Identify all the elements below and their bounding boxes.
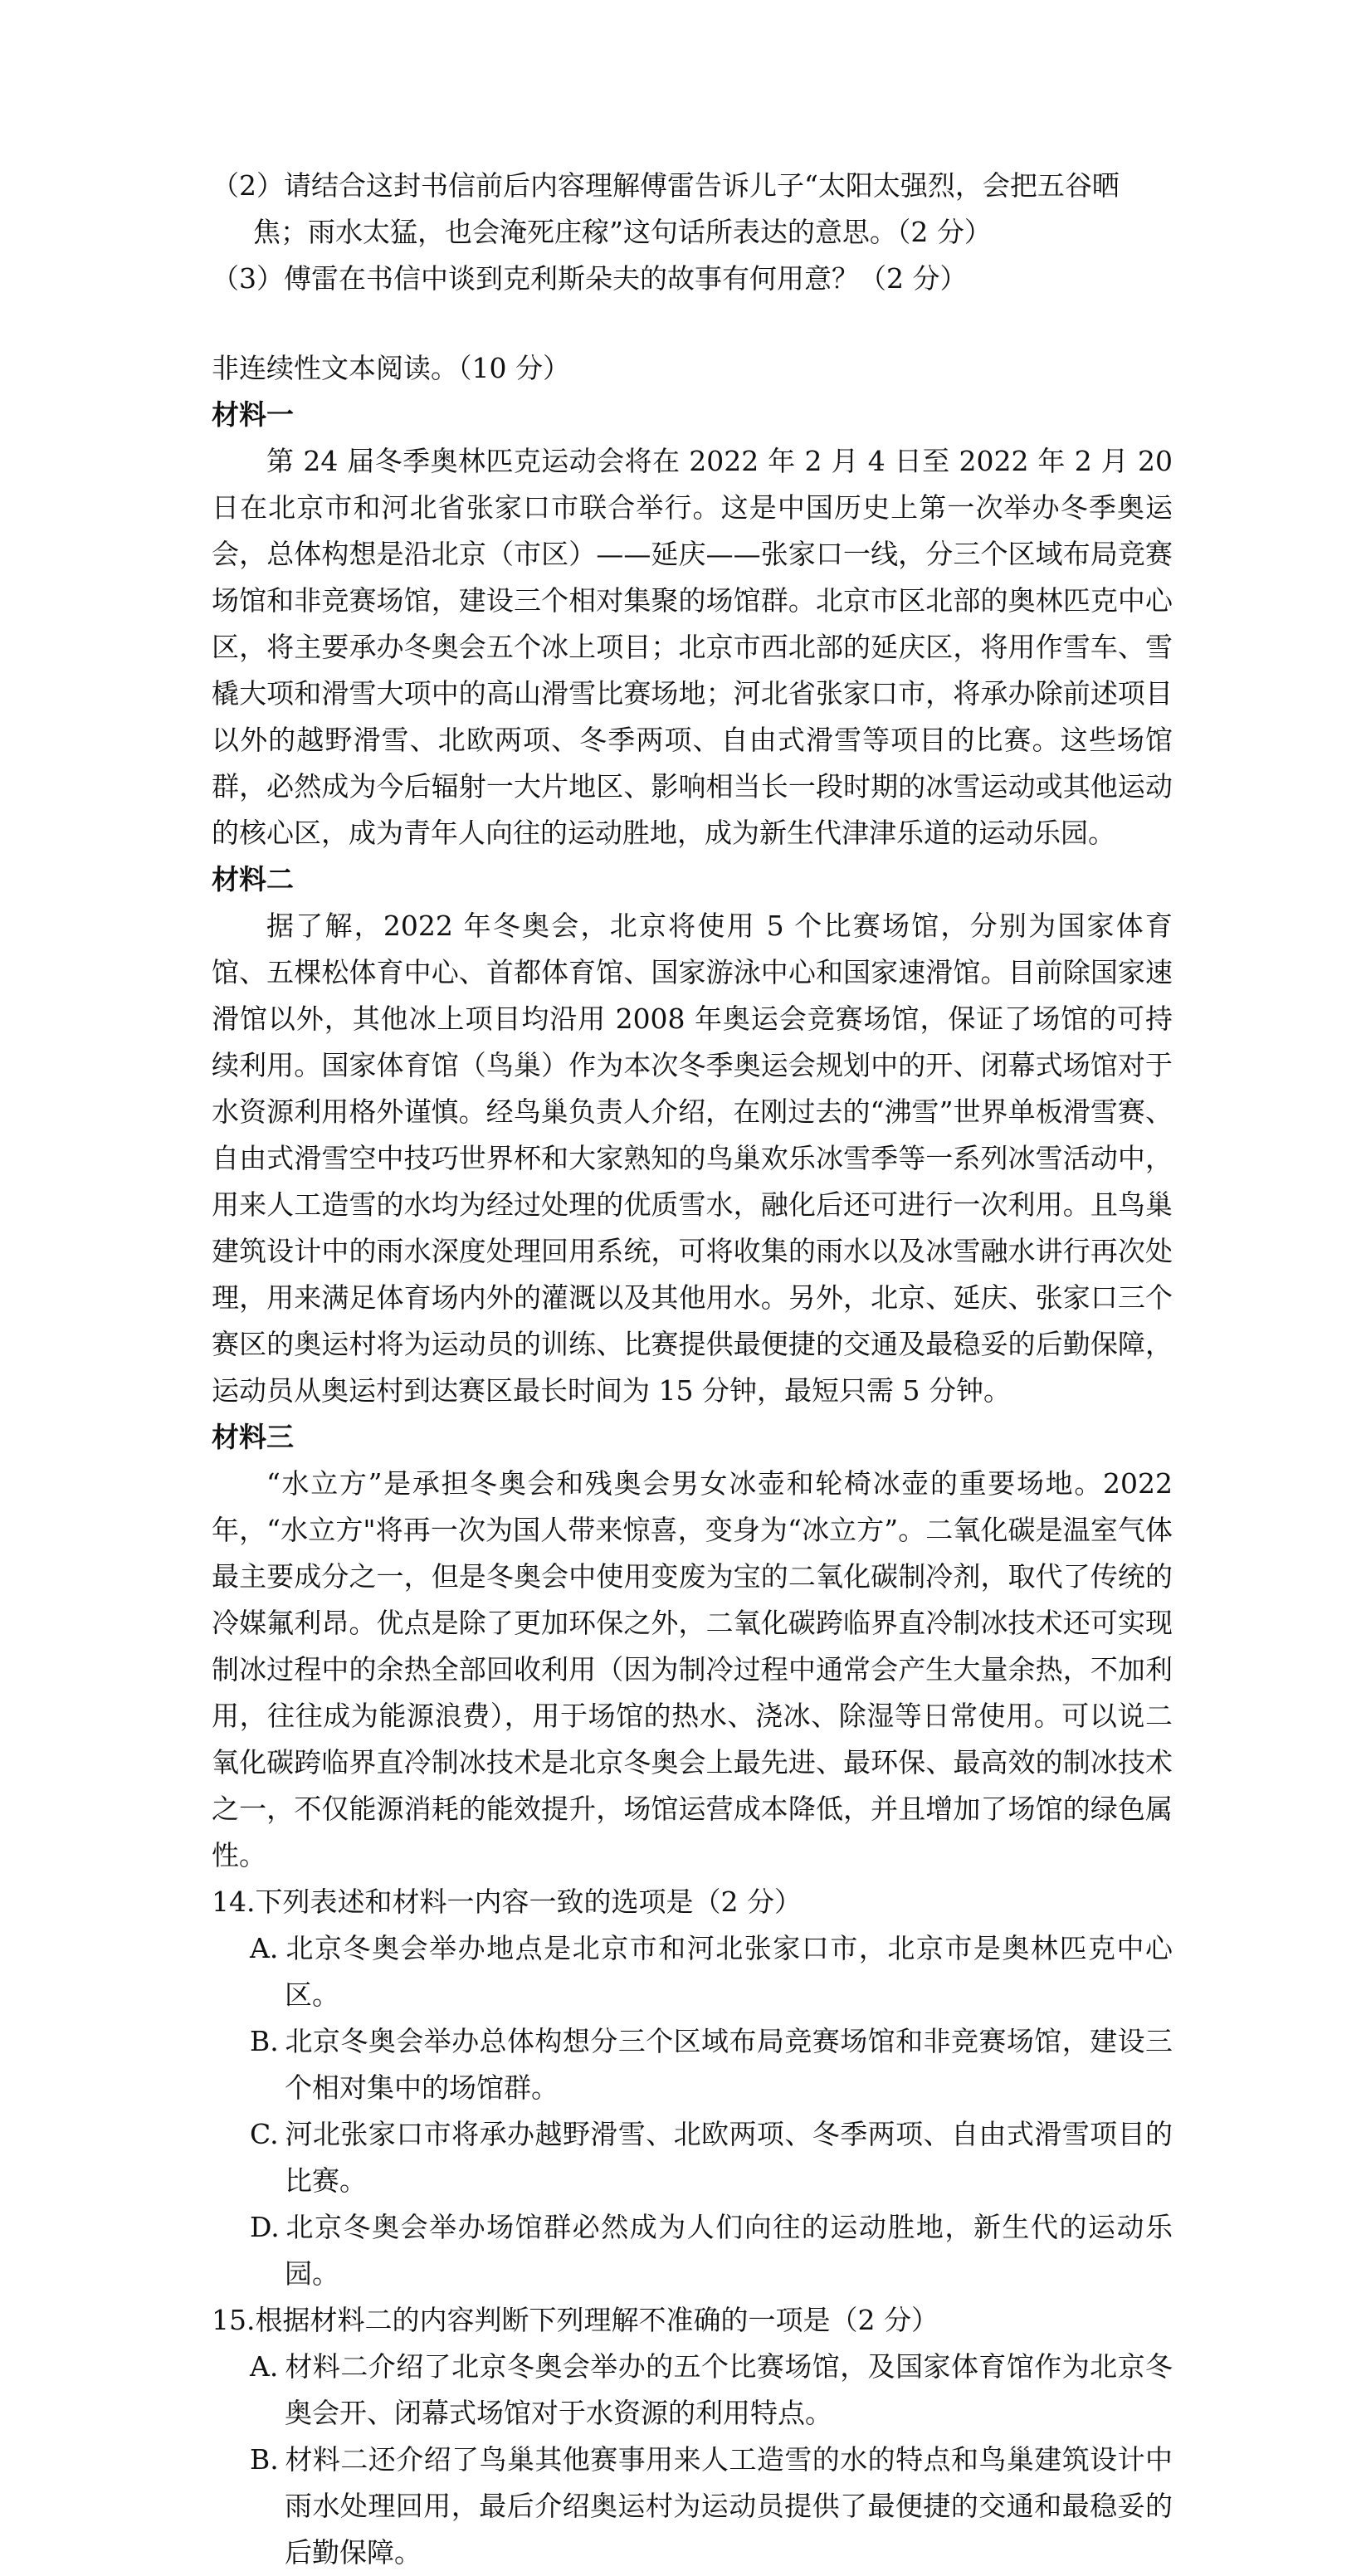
option-text: 北京冬奥会举办场馆群必然成为人们向往的运动胜地，新生代的运动乐园。 xyxy=(285,2211,1173,2290)
option-label: A. xyxy=(250,2350,279,2383)
option-text: 材料二还介绍了鸟巢其他赛事用来人工造雪的水的特点和鸟巢建筑设计中雨水处理回用，最后介绍奥运村为运动员提供了最便捷的交通和最稳妥的后勤保障。 xyxy=(285,2443,1173,2569)
question-15-stem: 15.根据材料二的内容判断下列理解不准确的一项是（2 分） xyxy=(212,2304,939,2336)
question-2: （2）请结合这封书信前后内容理解傅雷告诉儿子“太阳太强烈，会把五谷晒焦；雨水太猛，也会淹死庄稼”这句话所表达的意思。（2 分） xyxy=(212,169,1120,248)
option-label: B. xyxy=(250,2025,279,2057)
option-label: C. xyxy=(250,2118,279,2150)
section-heading: 非连续性文本阅读。（10 分） xyxy=(212,352,570,384)
material-3-label: 材料三 xyxy=(212,1421,294,1453)
material-2-text: 据了解，2022 年冬奥会，北京将使用 5 个比赛场馆，分别为国家体育馆、五棵松体育中心、首都体育馆、国家游泳中心和国家速滑馆。目前除国家速滑馆以外，其他冰上项目均沿用 2008 年奥运会竞赛场馆，保证了场馆的可持续利用。国家体育馆（鸟巢）作为本次冬季奥运会规划中的开、闭幕式场馆对于水资源利用格外谨慎。经鸟巢负责人介绍，在刚过去的“沸雪”世界单板滑雪赛、自由式滑雪空中技巧世界杯和大家熟知的鸟巢欢乐冰雪季等一系列冰雪活动中，用来人工造雪的水均为经过处理的优质雪水，融化后还可进行一次利用。且鸟巢建筑设计中的雨水深度处理回用系统，可将收集的雨水以及冰雪融水讲行再次处理，用来满足体育场内外的灌溉以及其他用水。另外，北京、延庆、张家口三个赛区的奥运村将为运动员的训练、比赛提供最便捷的交通及最稳妥的后勤保障，运动员从奥运村到达赛区最长时间为 15 分钟，最短只需 5 分钟。 xyxy=(212,910,1173,1407)
material-1-label: 材料一 xyxy=(212,398,294,431)
exam-page xyxy=(212,163,1173,2576)
material-2-label: 材料二 xyxy=(212,863,294,895)
option-text: 河北张家口市将承办越野滑雪、北欧两项、冬季两项、自由式滑雪项目的比赛。 xyxy=(285,2118,1173,2197)
option-text: 北京冬奥会举办总体构想分三个区域布局竞赛场馆和非竞赛场馆，建设三个相对集中的场馆群。 xyxy=(285,2025,1173,2104)
question-15-option-a xyxy=(250,2344,1173,2437)
question-14-option-c xyxy=(250,2111,1173,2204)
option-text: 北京冬奥会举办地点是北京市和河北张家口市，北京市是奥林匹克中心区。 xyxy=(285,1932,1173,2011)
option-text: 材料二介绍了北京冬奥会举办的五个比赛场馆，及国家体育馆作为北京冬奥会开、闭幕式场馆对于水资源的利用特点。 xyxy=(285,2350,1173,2429)
option-label: D. xyxy=(250,2211,280,2243)
question-3: （3）傅雷在书信中谈到克利斯朵夫的故事有何用意？（2 分） xyxy=(212,262,968,295)
question-14-option-b xyxy=(250,2018,1173,2111)
question-14-option-d xyxy=(250,2204,1173,2297)
question-15-option-b xyxy=(250,2437,1173,2576)
material-1-text: 第 24 届冬季奥林匹克运动会将在 2022 年 2 月 4 日至 2022 年 2 月 20 日在北京市和河北省张家口市联合举行。这是中国历史上第一次举办冬季奥运会，总体构想是沿北京（市区）——延庆——张家口一线，分三个区域布局竞赛场馆和非竞赛场馆，建设三个相对集聚的场馆群。北京市区北部的奥林匹克中心区，将主要承办冬奥会五个冰上项目；北京市西北部的延庆区，将用作雪车、雪橇大项和滑雪大项中的高山滑雪比赛场地；河北省张家口市，将承办除前述项目以外的越野滑雪、北欧两项、冬季两项、自由式滑雪等项目的比赛。这些场馆群，必然成为今后辐射一大片地区、影响相当长一段时期的冰雪运动或其他运动的核心区，成为青年人向往的运动胜地，成为新生代津津乐道的运动乐园。 xyxy=(212,445,1173,849)
question-14-stem: 14.下列表述和材料一内容一致的选项是（2 分） xyxy=(212,1886,802,1918)
option-label: A. xyxy=(250,1932,279,1964)
material-3-text: “水立方”是承担冬奥会和残奥会男女冰壶和轮椅冰壶的重要场地。2022 年，“水立方"将再一次为国人带来惊喜，变身为“冰立方”。二氧化碳是温室气体最主要成分之一，但是冬奥会中使用变废为宝的二氧化碳制冷剂，取代了传统的冷媒氟利昂。优点是除了更加环保之外，二氧化碳跨临界直冷制冰技术还可实现制冰过程中的余热全部回收利用（因为制冷过程中通常会产生大量余热，不加利用，往往成为能源浪费），用于场馆的热水、浇冰、除湿等日常使用。可以说二氧化碳跨临界直冷制冰技术是北京冬奥会上最先进、最环保、最高效的制冰技术之一，不仅能源消耗的能效提升，场馆运营成本降低，并且增加了场馆的绿色属性。 xyxy=(212,1467,1173,1871)
option-label: B. xyxy=(250,2443,279,2476)
section-gap xyxy=(212,302,1173,345)
